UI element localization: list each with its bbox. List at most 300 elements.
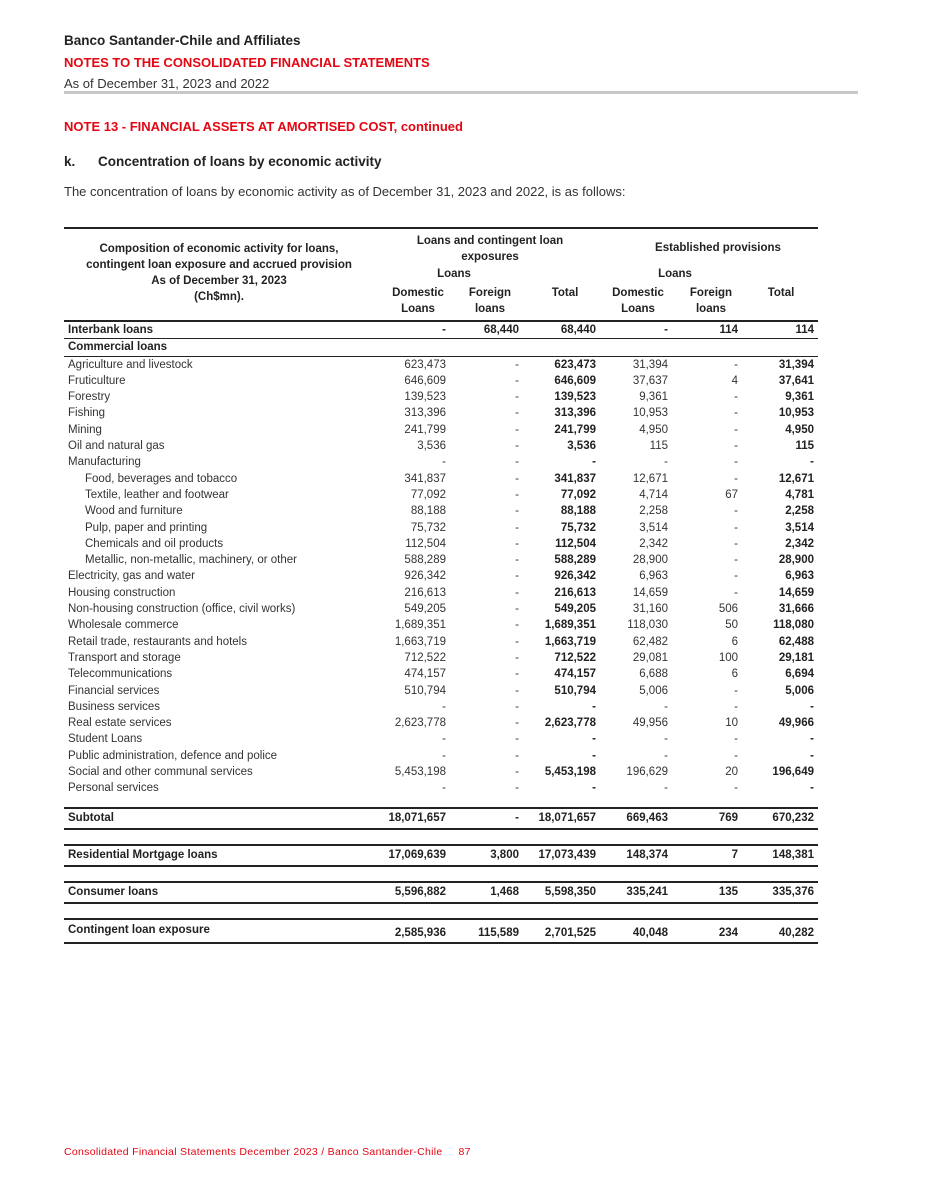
cell-foreign-loans: - bbox=[515, 733, 519, 746]
cell-foreign-loans: - bbox=[515, 521, 519, 534]
cell-domestic-loans: 623,473 bbox=[404, 358, 446, 371]
composition-header-line: As of December 31, 2023 bbox=[151, 275, 287, 287]
table-row bbox=[64, 438, 818, 454]
col-header-line: loans bbox=[474, 303, 506, 315]
cell-domestic-provisions: 40,048 bbox=[632, 926, 668, 939]
cell-total-loans: 549,205 bbox=[554, 603, 596, 616]
table-row bbox=[64, 634, 818, 650]
cell-total-provisions: 14,659 bbox=[778, 586, 814, 599]
cell-foreign-provisions: - bbox=[734, 505, 738, 518]
cell-foreign-provisions: - bbox=[734, 440, 738, 453]
cell-foreign-loans: - bbox=[515, 554, 519, 567]
cell-foreign-provisions: - bbox=[734, 782, 738, 795]
table-row bbox=[64, 617, 818, 633]
cell-foreign-loans: - bbox=[515, 570, 519, 583]
cell-total-loans: 313,396 bbox=[554, 407, 596, 420]
cell-foreign-loans: - bbox=[515, 374, 519, 387]
row-label: Wholesale commerce bbox=[68, 619, 179, 632]
cell-total-loans: 5,453,198 bbox=[544, 766, 596, 779]
composition-header-line: contingent loan exposure and accrued provision bbox=[86, 259, 352, 271]
cell-domestic-loans: 2,623,778 bbox=[394, 717, 446, 730]
cell-foreign-loans: 68,440 bbox=[483, 324, 519, 336]
col-total: Total bbox=[551, 287, 579, 299]
cell-foreign-loans: - bbox=[515, 456, 519, 469]
cell-domestic-provisions: 62,482 bbox=[632, 635, 668, 648]
cell-total-loans: 2,623,778 bbox=[544, 717, 596, 730]
cell-foreign-provisions: 769 bbox=[718, 811, 738, 824]
cell-domestic-loans: 549,205 bbox=[404, 603, 446, 616]
cell-total-provisions: 62,488 bbox=[778, 635, 814, 648]
cell-domestic-provisions: 3,514 bbox=[639, 521, 668, 534]
cell-domestic-provisions: 196,629 bbox=[626, 766, 668, 779]
cell-domestic-provisions: 148,374 bbox=[626, 848, 668, 861]
table-row bbox=[64, 389, 818, 405]
spacer bbox=[64, 797, 818, 807]
table-row bbox=[64, 405, 818, 421]
cell-domestic-loans: 2,585,936 bbox=[394, 926, 446, 939]
cell-foreign-provisions: - bbox=[734, 537, 738, 550]
col-foreign-provisions bbox=[680, 285, 742, 317]
cell-total-loans: 139,523 bbox=[554, 391, 596, 404]
subtotal-row bbox=[64, 809, 818, 828]
section-title: Concentration of loans by economic activity bbox=[98, 154, 382, 169]
cell-foreign-loans: - bbox=[515, 651, 519, 664]
table-row bbox=[64, 699, 818, 715]
table-row bbox=[64, 373, 818, 389]
row-label: Student Loans bbox=[68, 733, 143, 746]
cell-foreign-provisions: - bbox=[734, 358, 738, 371]
cell-domestic-provisions: - bbox=[664, 456, 668, 469]
cell-foreign-provisions: - bbox=[734, 423, 738, 436]
col-header-line: Domestic bbox=[392, 287, 444, 299]
row-label: Subtotal bbox=[68, 811, 114, 824]
cell-foreign-loans: - bbox=[515, 782, 519, 795]
table-row bbox=[64, 520, 818, 536]
cell-domestic-loans: 1,689,351 bbox=[394, 619, 446, 632]
cell-total-provisions: 37,641 bbox=[778, 374, 814, 387]
cell-total-provisions: 6,963 bbox=[785, 570, 814, 583]
header-divider bbox=[64, 91, 858, 94]
page-number: 87 bbox=[458, 1146, 471, 1158]
table-row bbox=[64, 503, 818, 519]
cell-total-provisions: - bbox=[810, 700, 814, 713]
cell-total-provisions: 31,666 bbox=[778, 603, 814, 616]
cell-domestic-provisions: 669,463 bbox=[626, 811, 668, 824]
col-header-line: Loans bbox=[621, 303, 655, 315]
row-label: Contingent loan exposure bbox=[68, 923, 210, 936]
contingent-row bbox=[64, 920, 818, 942]
row-label: Business services bbox=[68, 700, 161, 713]
cell-foreign-loans: - bbox=[515, 358, 519, 371]
table-row bbox=[64, 683, 818, 699]
row-label: Pulp, paper and printing bbox=[85, 521, 208, 534]
page-footer bbox=[64, 1146, 471, 1158]
table-row bbox=[64, 487, 818, 503]
cell-total-loans: 77,092 bbox=[560, 488, 596, 501]
cell-total-loans: 1,663,719 bbox=[544, 635, 596, 648]
row-label: Retail trade, restaurants and hotels bbox=[68, 635, 247, 648]
row-label: Chemicals and oil products bbox=[85, 537, 224, 550]
cell-foreign-loans: 3,800 bbox=[490, 848, 519, 861]
row-label: Textile, leather and footwear bbox=[85, 488, 229, 501]
cell-foreign-loans: 1,468 bbox=[490, 885, 519, 898]
table-row bbox=[64, 552, 818, 568]
cell-domestic-loans: 18,071,657 bbox=[388, 811, 446, 824]
cell-total-loans: 3,536 bbox=[567, 440, 596, 453]
cell-total-loans: 112,504 bbox=[555, 537, 596, 550]
cell-domestic-loans: 341,837 bbox=[404, 472, 446, 485]
cell-total-provisions: 118,080 bbox=[773, 619, 814, 632]
cell-domestic-provisions: 12,671 bbox=[632, 472, 668, 485]
cell-total-loans: 18,071,657 bbox=[538, 811, 596, 824]
cell-foreign-loans: - bbox=[515, 811, 519, 824]
cell-domestic-provisions: 5,006 bbox=[639, 684, 668, 697]
cell-foreign-provisions: - bbox=[734, 391, 738, 404]
cell-total-provisions: 2,258 bbox=[785, 505, 814, 518]
table-row bbox=[64, 748, 818, 764]
cell-domestic-loans: 646,609 bbox=[404, 374, 446, 387]
row-label: Fruticulture bbox=[68, 374, 126, 387]
cell-foreign-loans: - bbox=[515, 668, 519, 681]
col-header-line: loans bbox=[695, 303, 727, 315]
cell-foreign-loans: - bbox=[515, 537, 519, 550]
cell-foreign-provisions: 234 bbox=[718, 926, 738, 939]
cell-total-loans: 341,837 bbox=[554, 472, 596, 485]
cell-foreign-provisions: 135 bbox=[718, 885, 738, 898]
cell-foreign-provisions: - bbox=[734, 554, 738, 567]
section-heading bbox=[64, 154, 382, 169]
col-header-line: Foreign bbox=[689, 287, 733, 299]
cell-foreign-loans: - bbox=[515, 700, 519, 713]
spacer bbox=[64, 830, 818, 844]
group-header-line: exposures bbox=[461, 251, 519, 263]
row-label: Interbank loans bbox=[68, 324, 153, 336]
cell-total-loans: 2,701,525 bbox=[544, 926, 596, 939]
table-row bbox=[64, 780, 818, 796]
cell-total-loans: 646,609 bbox=[554, 374, 596, 387]
cell-total-provisions: - bbox=[810, 456, 814, 469]
table-row bbox=[64, 585, 818, 601]
cell-domestic-provisions: - bbox=[664, 324, 668, 336]
section-label: Commercial loans bbox=[68, 341, 168, 354]
cell-total-provisions: - bbox=[810, 749, 814, 762]
company-name: Banco Santander-Chile and Affiliates bbox=[64, 33, 301, 48]
cell-total-provisions: 115 bbox=[795, 440, 814, 453]
cell-total-loans: 241,799 bbox=[554, 423, 596, 436]
row-label: Fishing bbox=[68, 407, 106, 420]
cell-domestic-loans: 588,289 bbox=[404, 554, 446, 567]
row-label: Transport and storage bbox=[68, 651, 181, 664]
row-label: Public administration, defence and police bbox=[68, 749, 278, 762]
cell-foreign-provisions: 6 bbox=[731, 668, 738, 681]
table-row bbox=[64, 601, 818, 617]
cell-foreign-provisions: - bbox=[734, 733, 738, 746]
cell-domestic-provisions: - bbox=[664, 749, 668, 762]
cell-domestic-loans: 88,188 bbox=[410, 505, 446, 518]
cell-foreign-provisions: 100 bbox=[718, 651, 738, 664]
cell-domestic-provisions: 118,030 bbox=[627, 619, 668, 632]
cell-total-provisions: 670,232 bbox=[772, 811, 814, 824]
cell-domestic-loans: 313,396 bbox=[404, 407, 446, 420]
table-header bbox=[64, 229, 818, 320]
col-header-line: Foreign bbox=[468, 287, 512, 299]
cell-domestic-loans: - bbox=[442, 700, 446, 713]
cell-foreign-provisions: - bbox=[734, 684, 738, 697]
section-letter: k. bbox=[64, 154, 76, 169]
cell-total-loans: 1,689,351 bbox=[544, 619, 596, 632]
cell-total-loans: - bbox=[592, 733, 596, 746]
cell-domestic-provisions: 335,241 bbox=[626, 885, 668, 898]
cell-domestic-provisions: 31,394 bbox=[632, 358, 668, 371]
cell-foreign-provisions: - bbox=[734, 456, 738, 469]
col-header-line: Loans bbox=[401, 303, 435, 315]
row-label: Housing construction bbox=[68, 586, 176, 599]
cell-foreign-provisions: 10 bbox=[725, 717, 738, 730]
row-label: Consumer loans bbox=[68, 885, 159, 898]
cell-foreign-provisions: 67 bbox=[725, 488, 738, 501]
spacer bbox=[64, 867, 818, 881]
cell-domestic-loans: - bbox=[442, 456, 446, 469]
cell-total-loans: 68,440 bbox=[560, 324, 596, 336]
cell-total-loans: 623,473 bbox=[554, 358, 596, 371]
cell-foreign-loans: - bbox=[515, 717, 519, 730]
provisions-group-header: Established provisions bbox=[655, 242, 781, 254]
cell-foreign-provisions: 20 bbox=[725, 766, 738, 779]
cell-foreign-loans: - bbox=[515, 603, 519, 616]
cell-total-loans: - bbox=[592, 782, 596, 795]
cell-total-provisions: 5,006 bbox=[785, 684, 814, 697]
cell-foreign-loans: - bbox=[515, 635, 519, 648]
cell-domestic-provisions: 2,258 bbox=[639, 505, 668, 518]
cell-domestic-loans: 474,157 bbox=[404, 668, 446, 681]
cell-domestic-provisions: 115 bbox=[649, 440, 668, 453]
cell-domestic-provisions: 2,342 bbox=[639, 537, 668, 550]
cell-domestic-loans: - bbox=[442, 782, 446, 795]
cell-domestic-provisions: - bbox=[664, 782, 668, 795]
cell-total-provisions: 4,950 bbox=[785, 423, 814, 436]
cell-domestic-loans: 712,522 bbox=[404, 651, 446, 664]
cell-total-loans: 510,794 bbox=[554, 684, 596, 697]
table-row bbox=[64, 536, 818, 552]
cell-total-provisions: 6,694 bbox=[785, 668, 814, 681]
row-label: Agriculture and livestock bbox=[68, 358, 193, 371]
cell-foreign-loans: - bbox=[515, 423, 519, 436]
cell-foreign-loans: - bbox=[515, 391, 519, 404]
cell-domestic-loans: 5,596,882 bbox=[394, 885, 446, 898]
cell-domestic-provisions: 31,160 bbox=[632, 603, 668, 616]
table-row bbox=[64, 471, 818, 487]
row-label: Metallic, non-metallic, machinery, or other bbox=[85, 554, 297, 567]
cell-foreign-loans: - bbox=[515, 440, 519, 453]
table-row bbox=[64, 422, 818, 438]
cell-domestic-provisions: 4,714 bbox=[639, 488, 668, 501]
cell-foreign-loans: 115,589 bbox=[478, 926, 519, 939]
section-intro: The concentration of loans by economic activity as of December 31, 2023 and 2022, is as follows: bbox=[64, 184, 626, 199]
consumer-row bbox=[64, 883, 818, 902]
table-row bbox=[64, 568, 818, 584]
row-label: Wood and furniture bbox=[85, 505, 183, 518]
cell-domestic-provisions: - bbox=[664, 700, 668, 713]
row-label: Residential Mortgage loans bbox=[68, 848, 218, 861]
cell-foreign-loans: - bbox=[515, 586, 519, 599]
cell-total-loans: 5,598,350 bbox=[544, 885, 596, 898]
col-header-line: Domestic bbox=[612, 287, 664, 299]
cell-total-loans: 88,188 bbox=[560, 505, 596, 518]
cell-domestic-provisions: 49,956 bbox=[632, 717, 668, 730]
cell-foreign-loans: - bbox=[515, 407, 519, 420]
cell-total-loans: 75,732 bbox=[560, 521, 596, 534]
cell-total-loans: - bbox=[592, 749, 596, 762]
row-label: Mining bbox=[68, 423, 102, 436]
cell-foreign-provisions: 114 bbox=[719, 324, 738, 336]
cell-total-provisions: 3,514 bbox=[785, 521, 814, 534]
cell-foreign-loans: - bbox=[515, 749, 519, 762]
cell-domestic-loans: 1,663,719 bbox=[394, 635, 446, 648]
cell-total-provisions: 2,342 bbox=[785, 537, 814, 550]
cell-domestic-loans: 926,342 bbox=[404, 570, 446, 583]
col-total-provisions: Total bbox=[767, 287, 795, 299]
cell-total-provisions: 40,282 bbox=[778, 926, 814, 939]
cell-domestic-loans: 3,536 bbox=[417, 440, 446, 453]
col-domestic-loans bbox=[382, 285, 454, 317]
row-label: Electricity, gas and water bbox=[68, 570, 195, 583]
cell-foreign-loans: - bbox=[515, 488, 519, 501]
cell-domestic-loans: - bbox=[442, 324, 446, 336]
cell-total-provisions: 114 bbox=[795, 324, 814, 336]
cell-total-provisions: 31,394 bbox=[778, 358, 814, 371]
cell-foreign-provisions: 7 bbox=[731, 848, 738, 861]
cell-total-loans: 17,073,439 bbox=[538, 848, 596, 861]
cell-total-loans: 712,522 bbox=[554, 651, 596, 664]
cell-domestic-provisions: 28,900 bbox=[632, 554, 668, 567]
cell-domestic-loans: 216,613 bbox=[404, 586, 446, 599]
cell-total-provisions: 4,781 bbox=[785, 488, 814, 501]
composition-header-line: Composition of economic activity for loans, bbox=[99, 243, 339, 255]
table-row bbox=[64, 357, 818, 373]
row-label: Personal services bbox=[68, 782, 159, 795]
cell-total-loans: 216,613 bbox=[554, 586, 596, 599]
row-label: Food, beverages and tobacco bbox=[85, 472, 238, 485]
cell-total-provisions: 28,900 bbox=[778, 554, 814, 567]
cell-foreign-provisions: - bbox=[734, 407, 738, 420]
cell-total-provisions: 9,361 bbox=[785, 391, 814, 404]
table-row bbox=[64, 650, 818, 666]
cell-foreign-provisions: 4 bbox=[731, 374, 738, 387]
cell-domestic-provisions: 9,361 bbox=[639, 391, 668, 404]
cell-total-loans: 474,157 bbox=[554, 668, 596, 681]
cell-domestic-provisions: 4,950 bbox=[639, 423, 668, 436]
cell-foreign-provisions: - bbox=[734, 472, 738, 485]
row-label: Financial services bbox=[68, 684, 160, 697]
cell-domestic-provisions: 37,637 bbox=[632, 374, 668, 387]
cell-foreign-loans: - bbox=[515, 766, 519, 779]
cell-total-provisions: 10,953 bbox=[778, 407, 814, 420]
cell-foreign-loans: - bbox=[515, 684, 519, 697]
col-domestic-provisions bbox=[602, 285, 674, 317]
cell-domestic-provisions: - bbox=[664, 733, 668, 746]
cell-foreign-provisions: - bbox=[734, 700, 738, 713]
cell-total-provisions: 12,671 bbox=[778, 472, 814, 485]
cell-domestic-loans: 75,732 bbox=[410, 521, 446, 534]
loans-subheader: Loans bbox=[437, 268, 471, 280]
composition-header-line: (Ch$mn). bbox=[194, 291, 244, 303]
table-row bbox=[64, 715, 818, 731]
note-title: NOTE 13 - FINANCIAL ASSETS AT AMORTISED COST, continued bbox=[64, 119, 463, 134]
cell-total-provisions: 196,649 bbox=[772, 766, 814, 779]
cell-foreign-provisions: - bbox=[734, 749, 738, 762]
cell-total-provisions: 148,381 bbox=[772, 848, 814, 861]
cell-foreign-provisions: - bbox=[734, 570, 738, 583]
cell-total-loans: - bbox=[592, 456, 596, 469]
cell-foreign-loans: - bbox=[515, 619, 519, 632]
residential-row bbox=[64, 846, 818, 865]
cell-domestic-loans: - bbox=[442, 733, 446, 746]
table-row bbox=[64, 454, 818, 470]
footer-text: Consolidated Financial Statements December 2023 / Banco Santander-Chile bbox=[64, 1146, 443, 1158]
composition-header bbox=[64, 241, 374, 305]
table-row bbox=[64, 666, 818, 682]
cell-domestic-provisions: 14,659 bbox=[632, 586, 668, 599]
commercial-rows bbox=[64, 357, 818, 797]
cell-foreign-provisions: - bbox=[734, 586, 738, 599]
col-foreign-loans bbox=[459, 285, 521, 317]
cell-total-provisions: - bbox=[810, 782, 814, 795]
cell-total-provisions: - bbox=[810, 733, 814, 746]
group-header-line: Loans and contingent loan bbox=[416, 235, 564, 247]
cell-domestic-provisions: 29,081 bbox=[632, 651, 668, 664]
table-row bbox=[64, 731, 818, 747]
row-label: Real estate services bbox=[68, 717, 172, 730]
loans-subheader: Loans bbox=[658, 268, 692, 280]
cell-domestic-loans: 241,799 bbox=[404, 423, 446, 436]
cell-foreign-provisions: - bbox=[734, 521, 738, 534]
cell-total-loans: - bbox=[592, 700, 596, 713]
row-label: Telecommunications bbox=[68, 668, 173, 681]
cell-total-provisions: 49,966 bbox=[778, 717, 814, 730]
cell-foreign-provisions: 506 bbox=[718, 603, 738, 616]
cell-domestic-loans: - bbox=[442, 749, 446, 762]
cell-domestic-provisions: 6,963 bbox=[639, 570, 668, 583]
row-label: Manufacturing bbox=[68, 456, 141, 469]
cell-domestic-loans: 112,504 bbox=[405, 537, 446, 550]
cell-domestic-provisions: 6,688 bbox=[639, 668, 668, 681]
loans-exposures-group-header bbox=[388, 233, 592, 265]
cell-total-provisions: 335,376 bbox=[772, 885, 814, 898]
cell-domestic-loans: 17,069,639 bbox=[388, 848, 446, 861]
cell-foreign-loans: - bbox=[515, 472, 519, 485]
commercial-section-row bbox=[64, 339, 818, 355]
interbank-row bbox=[64, 322, 818, 338]
cell-foreign-provisions: 6 bbox=[731, 635, 738, 648]
spacer bbox=[64, 904, 818, 918]
row-label: Oil and natural gas bbox=[68, 440, 165, 453]
cell-domestic-loans: 139,523 bbox=[404, 391, 446, 404]
cell-domestic-loans: 5,453,198 bbox=[394, 766, 446, 779]
cell-domestic-provisions: 10,953 bbox=[632, 407, 668, 420]
cell-foreign-loans: - bbox=[515, 505, 519, 518]
loans-concentration-table bbox=[64, 227, 818, 944]
cell-total-loans: 588,289 bbox=[554, 554, 596, 567]
cell-total-loans: 926,342 bbox=[554, 570, 596, 583]
table-row bbox=[64, 764, 818, 780]
report-date: As of December 31, 2023 and 2022 bbox=[64, 76, 270, 91]
notes-title: NOTES TO THE CONSOLIDATED FINANCIAL STATEMENTS bbox=[64, 55, 430, 70]
cell-domestic-loans: 77,092 bbox=[410, 488, 446, 501]
cell-foreign-provisions: 50 bbox=[725, 619, 738, 632]
row-label: Non-housing construction (office, civil works) bbox=[68, 603, 296, 616]
cell-total-provisions: 29,181 bbox=[778, 651, 814, 664]
row-label: Forestry bbox=[68, 391, 111, 404]
